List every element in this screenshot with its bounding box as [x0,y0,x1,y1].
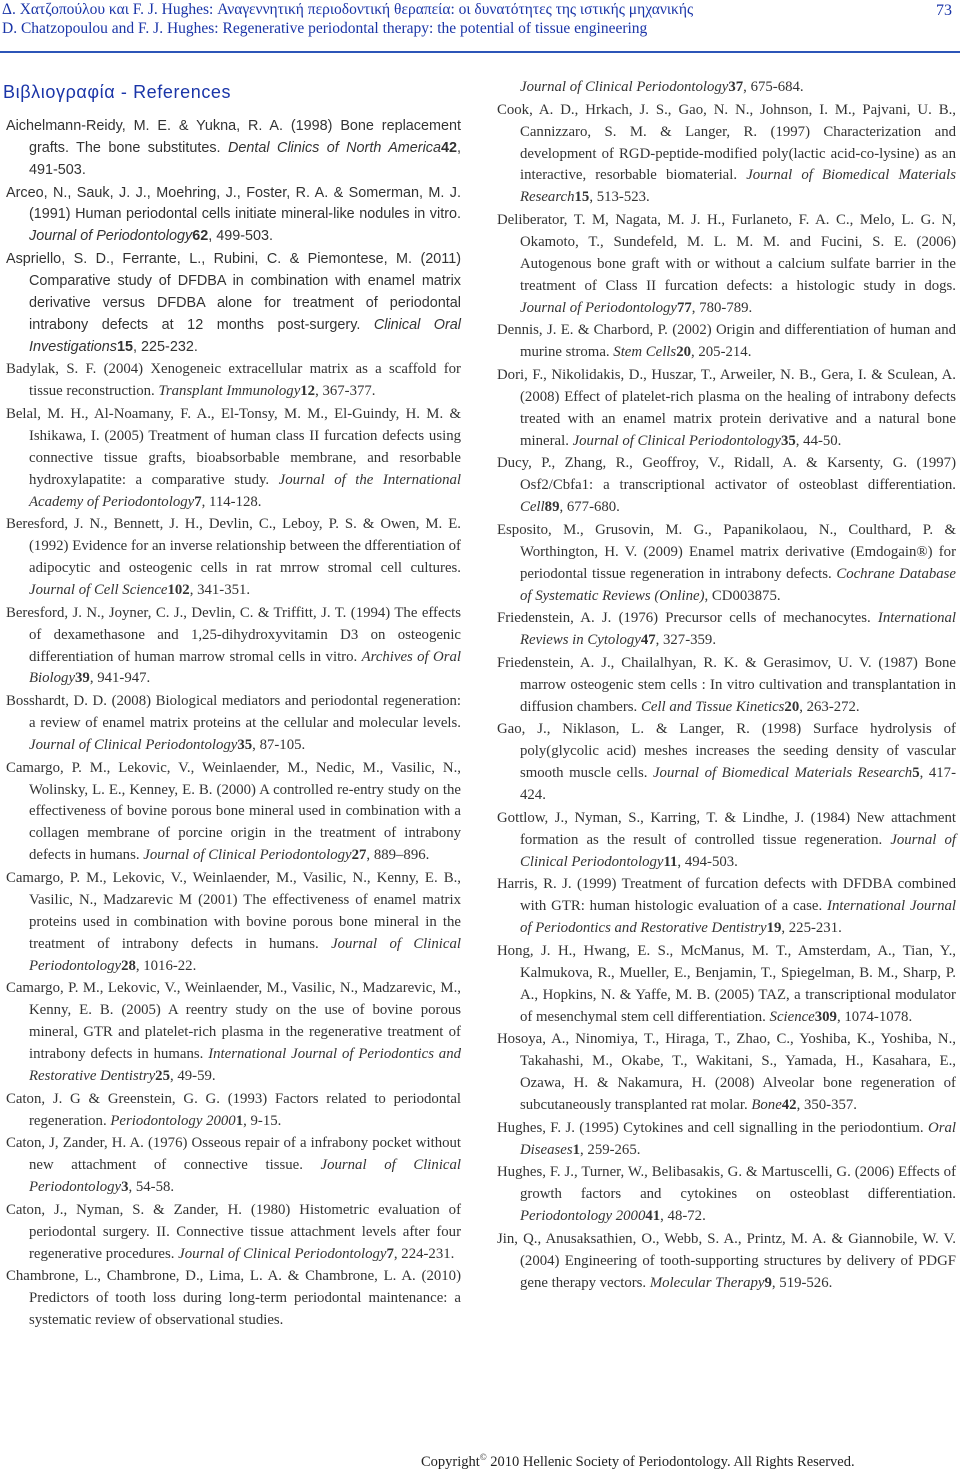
reference-entry [497,210,956,320]
references-right-column [497,77,956,1295]
reference-journal: Journal of Clinical Periodontology [572,432,781,449]
reference-text: Camargo, P. M., Lekovic, V., Weinlaender, M., Vasilic, N., Madzarevic, M., Kenny, E. B. (2005) A reentry study on the use of bovine porous mineral, GTR and platelet-rich plasma in the regenerative treatment of intrabony defects in humans. [6,980,461,1063]
reference-entry [497,1029,956,1117]
reference-text: Arceo, N., Sauk, J. J., Moehring, J., Foster, R. A. & Somerman, M. J. (1991) Human periodontal cells initiate mineral-like nodules in vitro. [6,184,461,223]
reference-volume: 20 [784,698,800,715]
reference-text: Ducy, P., Zhang, R., Geoffroy, V., Ridall, A. & Karsenty, G. (1997) Osf2/Cbfa1: a transcriptional activator of osteoblast differentiation. [497,455,956,494]
reference-text: Chambrone, L., Chambrone, D., Lima, L. A. & Chambrone, L. A. (2010) Predictors of tooth loss during long-term periodontal maintenance: a systematic review of observational studies. [6,1268,461,1329]
reference-entry [497,365,956,453]
reference-pages: , 327-359. [655,632,717,649]
reference-volume: 102 [167,582,190,599]
reference-entry [497,320,956,364]
reference-volume: 11 [663,853,678,870]
copyright-word: Copyright [421,1453,480,1470]
reference-entry [497,719,956,807]
reference-pages: , 513-523. [589,189,650,206]
reference-entry [497,520,956,608]
reference-journal: Dental Clinics of North America [227,139,441,156]
reference-text: Belal, M. H., Al-Noamany, F. A., El-Tonsy, M. M., El-Guindy, H. M. & Ishikawa, I. (2005) Treatment of human class II furcation defects using connective tissue grafts, bioabsorbable membrane, and resorbable hydroxylapatite: a comparative study. [6,405,461,488]
reference-pages: , 87-105. [252,736,306,753]
reference-volume: 5 [912,765,920,782]
reference-text: Camargo, P. M., Lekovic, V., Weinlaender, M., Nedic, M., Vasilic, N., Wolinsky, L. E., Kenney, E. B. (2000) A controlled re-entry study on the effectiveness of bovine porous bone mineral used in combination with a collagen membrane of porcine origin in the treatment of intrabony defects in humans. [6,759,461,864]
reference-pages: , 491-503. [29,139,461,178]
reference-pages: , 350-357. [796,1097,857,1114]
reference-journal: Journal of Biomedical Materials Research [652,765,913,782]
reference-text: Esposito, M., Grusovin, M. G., Papanikolaou, N., Coulthard, P. & Worthington, H. V. (2009) Enamel matrix derivative (Emdogain®) for periodontal tissue regeneration in intrabony defects. [497,521,956,582]
reference-volume: 35 [237,736,253,753]
reference-journal: Journal of Clinical Periodontology [178,1245,387,1262]
reference-text: Gao, J., Niklason, L. & Langer, R. (1998) Surface hydrolysis of poly(glycolic acid) meshes increases the seeding density of vascular smooth muscle cells. [497,721,956,782]
reference-entry [6,1089,461,1133]
reference-entry [6,514,461,602]
reference-volume: 41 [645,1208,661,1225]
reference-entry [6,1133,461,1199]
reference-volume: 9 [764,1274,772,1291]
reference-pages: , 263-272. [799,698,860,715]
reference-entry [6,1266,461,1332]
reference-text: Aichelmann-Reidy, M. E. & Yukna, R. A. (1998) Bone replacement grafts. The bone substitutes. [6,118,461,156]
reference-journal: Molecular Therapy [649,1274,765,1291]
reference-text: Friedenstein, A. J., Chailalhyan, R. K. & Gerasimov, U. V. (1987) Bone marrow osteogenic stem cells : In vitro cultivation and transplantation in diffusion chambers. [497,654,956,715]
reference-text: Aspriello, S. D., Ferrante, L., Rubini, C. & Piemontese, M. (2011) Comparative study of DFDBA in combination with enamel matrix derivative versus DFDBA alone for treatment of periodontal intrabony defects at 12 months post-surgery. [6,251,461,333]
reference-volume: 27 [351,847,367,864]
reference-text: Cook, A. D., Hrkach, J. S., Gao, N. N., Johnson, I. M., Pajvani, U. B., Cannizzaro, S. M. & Langer, R. (1997) Characterization and development of RGD-peptide-modified poly(lactic acid-co-lysine) as an interactive, resorbable biomaterial. [497,101,956,184]
reference-volume: 7 [386,1245,394,1262]
reference-text: Jin, Q., Anusaksathien, O., Webb, S. A., Printz, M. A. & Giannobile, W. V. (2004) Engineering of tooth-supporting structures by delivery of PDGF gene therapy vectors. [497,1230,956,1291]
reference-entry [497,1229,956,1295]
reference-journal: Clinical Oral Investigations [29,316,461,355]
reference-journal: Science [769,1008,815,1025]
reference-pages: , 225-232. [133,338,198,355]
reference-volume: 7 [194,493,202,510]
reference-pages: , 499-503. [208,228,274,245]
reference-entry [6,1200,461,1266]
reference-entry [497,608,956,652]
reference-journal: Journal of Clinical Periodontology [143,847,352,864]
reference-pages: , CD003875. [704,587,781,604]
reference-entry [6,404,461,514]
reference-pages: , 941-947. [89,670,151,687]
reference-volume: 3 [121,1179,129,1196]
reference-volume: 1 [235,1112,244,1129]
reference-entry [6,868,461,978]
reference-entry [497,77,956,99]
reference-text: Badylak, S. F. (2004) Xenogeneic extracellular matrix as a scaffold for tissue reconstruction. [6,361,461,400]
reference-pages: , 889–896. [366,847,430,864]
reference-entry [6,359,461,403]
reference-volume: 1 [572,1141,581,1158]
reference-entry [497,874,956,940]
reference-journal: Journal of Cell Science [29,582,168,599]
reference-pages: , 519-526. [771,1274,833,1291]
reference-pages: , 494-503. [677,853,738,870]
reference-volume: 19 [766,920,782,937]
copyright-text: 2010 Hellenic Society of Periodontology. All Rights Reserved. [486,1453,855,1470]
reference-volume: 28 [121,957,136,974]
reference-text: Bosshardt, D. D. (2008) Biological mediators and periodontal regeneration: a review of enamel matrix proteins at the cellular and molecular levels. [6,693,461,732]
reference-journal: Journal of Clinical Periodontology [29,736,238,753]
reference-text: Hosoya, A., Ninomiya, T., Hiraga, T., Zhao, C., Yoshiba, K., Yoshiba, N., Takahashi, M., Okabe, T., Wakitani, S., Yamada, H., Kasahara, E., Ozawa, H. & Nakamura, H. (2008) Alveolar bone regeneration of subcutaneously transplanted rat molar. [497,1031,956,1114]
reference-entry [497,941,956,1029]
reference-text: Beresford, J. N., Bennett, J. H., Devlin, C., Leboy, P. S. & Owen, M. E. (1992) Evidence for an inverse relationship between the dfferentiation of adipocytic and osteogenic cells in rat mrrow stromal cell cultures. [6,516,461,577]
copyright-notice [421,1452,855,1471]
reference-text: Dori, F., Nikolidakis, D., Huszar, T., Arweiler, N. B., Gera, I. & Sculean, A. (2008) Effect of platelet-rich plasma on the healing of intrabony defects treated with an enamel matrix protein derivative and a natural bone mineral. [497,366,956,449]
reference-entry [497,1162,956,1228]
reference-pages: , 259-265. [580,1141,641,1158]
reference-journal: Journal of Biomedical Materials Research [520,167,956,206]
reference-volume: 37 [728,79,744,95]
reference-entry [6,603,461,691]
reference-volume: 20 [676,344,691,361]
reference-pages: , 225-231. [781,920,842,937]
reference-volume: 39 [75,670,90,687]
reference-volume: 47 [640,632,656,649]
reference-journal: Cochrane Database of Systematic Reviews (Online) [520,565,956,604]
reference-journal: Oral Diseases [520,1119,956,1158]
reference-journal: Cell and Tissue Kinetics [640,698,785,715]
reference-text: Caton, J, Zander, H. A. (1976) Osseous repair of a infrabony pocket without new attachment of connective tissue. [6,1135,461,1174]
reference-text: Hong, J. H., Hwang, E. S., McManus, M. T., Amsterdam, A., Tian, Y., Kalmukova, R., Mueller, E., Benjamin, T., Spiegelman, B. M., Sharp, P. A., Hopkins, N. & Yaffe, M. B. (2005) TAZ, a transcriptional modulator of mesenchymal stem cell differentiation. [497,942,956,1025]
reference-entry [497,453,956,519]
reference-volume: 15 [574,189,590,206]
reference-journal: Journal of Periodontology [520,299,677,316]
reference-journal: Periodontology 2000 [520,1208,646,1225]
reference-entry [6,758,461,868]
reference-pages: , 49-59. [169,1067,216,1084]
reference-text: Hughes, F. J., Turner, W., Belibasakis, G. & Martuscelli, G. (2006) Effects of growth factors and cytokines on osteoblast differentiation. [497,1164,956,1203]
reference-pages: , 341-351. [189,582,251,599]
reference-pages: , 780-789. [691,299,753,316]
reference-journal: Journal of Clinical Periodontology [520,79,729,95]
reference-journal: Transplant Immunology [158,383,301,400]
reference-journal: Cell [520,499,545,516]
reference-text: Caton, J., Nyman, S. & Zander, H. (1980) Histometric evaluation of periodontal surgery. II. Connective tissue attachment levels after four regenerative procedures. [6,1201,461,1262]
reference-pages: , 54-58. [128,1179,175,1196]
reference-entry [6,116,461,182]
reference-pages: , 1016-22. [135,957,197,974]
reference-pages: , 114-128. [201,493,262,510]
references-left-column [6,116,461,1333]
running-header-greek: Δ. Χατζοπούλου και F. J. Hughes: Αναγεννητική περιοδοντική θεραπεία: οι δυνατότητες της ιστικής μηχανικής [2,1,694,18]
reference-pages: , 677-680. [559,499,620,516]
header-divider [0,51,960,53]
reference-text: Dennis, J. E. & Charbord, P. (2002) Origin and differentiation of human and murine stroma. [497,322,956,361]
reference-text: Harris, R. J. (1999) Treatment of furcation defects with DFDBA combined with GTR: human histologic evaluation of a case. [497,876,956,915]
reference-entry [6,978,461,1088]
reference-pages: , 675-684. [743,79,804,95]
references-heading: Βιβλιογραφία - References [3,82,232,102]
reference-text: Beresford, J. N., Joyner, C. J., Devlin, C. & Triffitt, J. T. (1994) The effects of dexamethasone and 1,25-dihydroxyvitamin D3 on osteogenic differentiation of human marrow stromal cells in vitro. [6,604,461,665]
reference-entry [6,183,461,249]
reference-journal: Journal of Clinical Periodontology [29,1157,462,1196]
reference-text: Caton, J. G & Greenstein, G. G. (1993) Factors related to periodontal regeneration. [6,1090,461,1129]
reference-text: Gottlow, J., Nyman, S., Karring, T. & Lindhe, J. (1984) New attachment formation as the result of controlled tissue regeneration. [497,809,956,848]
reference-pages: , 1074-1078. [836,1008,913,1025]
page-number: 73 [936,2,952,19]
reference-journal: Bone [751,1097,782,1114]
reference-pages: , 9-15. [243,1112,282,1129]
reference-journal: Journal of the International Academy of Periodontology [29,471,461,510]
reference-pages: , 367-377. [315,383,376,400]
reference-pages: , 44-50. [795,432,842,449]
reference-text: Camargo, P. M., Lekovic, V., Weinlaender, M., Vasilic, N., Kenny, E. B., Vasilic, N., Madzarevic M (2001) The effectiveness of enamel matrix proteins used in combination with bovine porous bone mineral in the treatment of intrabony defects in humans. [6,869,461,952]
reference-journal: Journal of Clinical Periodontology [520,831,956,870]
reference-journal: Stem Cells [613,344,677,361]
reference-journal: Periodontology 2000 [110,1112,236,1129]
reference-volume: 35 [780,432,796,449]
reference-pages: , 417-424. [520,765,956,804]
copyright-symbol: © [479,1452,487,1462]
reference-journal: International Journal of Periodontics and Restorative Dentistry [29,1046,461,1084]
reference-entry [497,1118,956,1162]
reference-entry [497,808,956,874]
reference-volume: 25 [155,1067,170,1084]
reference-journal: Archives of Oral Biology [29,648,461,687]
reference-entry [6,691,461,757]
reference-pages: , 205-214. [690,344,752,361]
reference-journal: Journal of Periodontology [29,228,193,245]
reference-journal: International Reviews in Cytology [520,610,956,649]
reference-volume: 309 [814,1008,837,1025]
reference-journal: International Journal of Periodontics and Restorative Dentistry [520,898,956,937]
reference-volume: 42 [440,139,457,156]
reference-volume: 15 [117,338,134,355]
reference-pages: , 224-231. [393,1245,455,1262]
reference-volume: 89 [544,499,560,516]
reference-volume: 12 [300,383,316,400]
running-header-english: D. Chatzopoulou and F. J. Hughes: Regenerative periodontal therapy: the potential of tissue engineering [2,20,648,37]
reference-text: Deliberator, T. M, Nagata, M. J. H., Furlaneto, F. A. C., Melo, L. G. N, Okamoto, T., Sundefeld, M. L. M. M. and Fucini, S. E. (2006) Autogenous bone graft with or without a calcium sulfate barrier in the treatment of Class II furcation defects: a histologic study in dogs. [497,212,956,294]
reference-text: Hughes, F. J. (1995) Cytokines and cell signalling in the periodontium. [497,1119,929,1136]
reference-volume: 42 [781,1097,797,1114]
reference-text: Friedenstein, A. J. (1976) Precursor cells of mechanocytes. [497,610,878,627]
reference-volume: 62 [192,228,209,245]
reference-entry [6,249,461,359]
reference-journal: Journal of Clinical Periodontology [29,935,461,974]
reference-pages: , 48-72. [660,1208,706,1225]
reference-entry [497,100,956,210]
reference-volume: 77 [677,299,692,316]
reference-entry [497,653,956,719]
